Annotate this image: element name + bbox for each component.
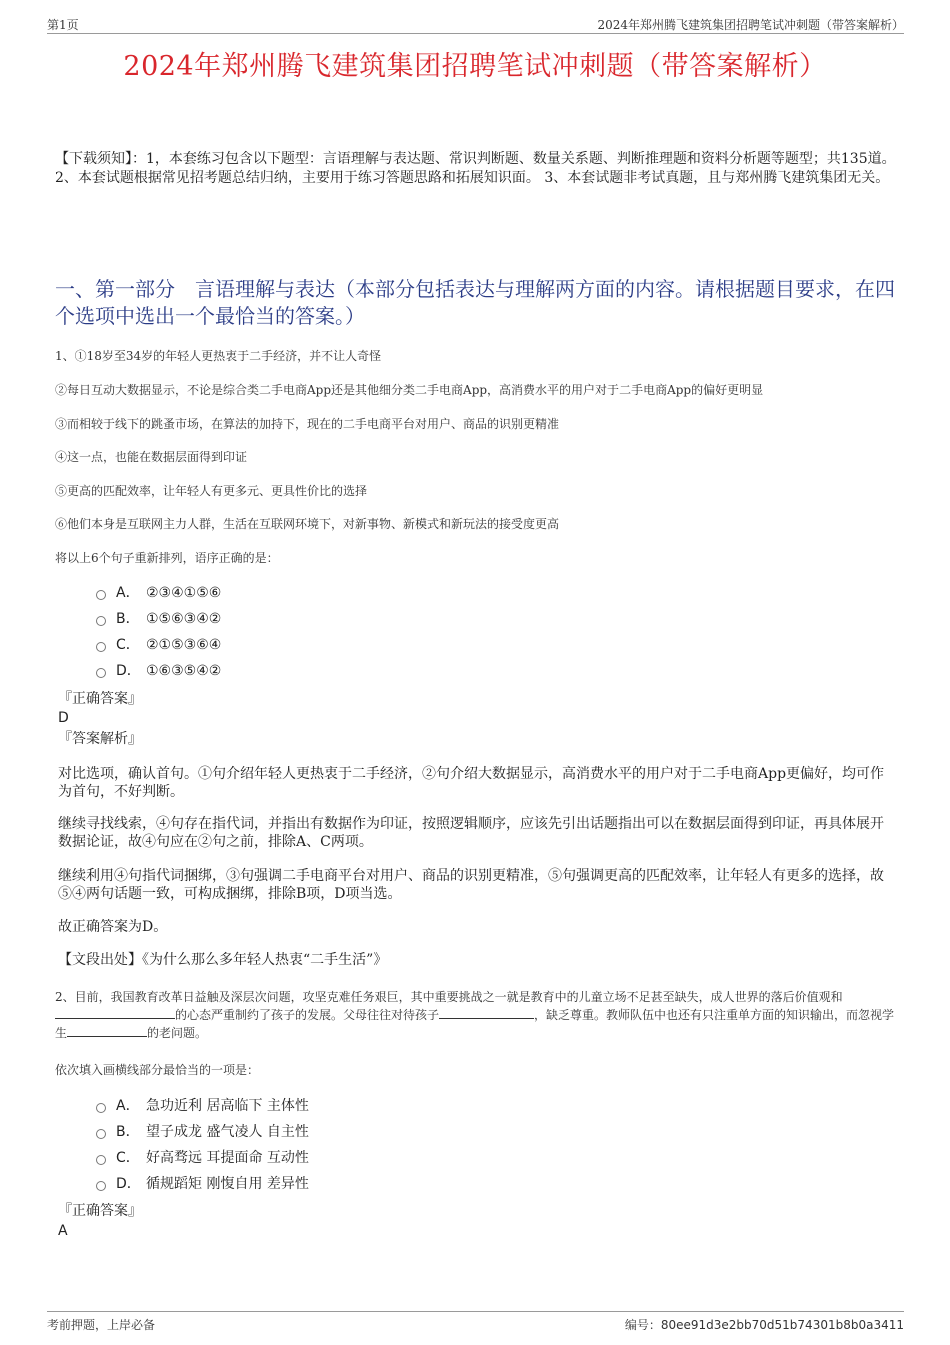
option-letter: D． <box>116 1176 141 1192</box>
radio-button[interactable] <box>96 590 106 600</box>
radio-button[interactable] <box>96 668 106 678</box>
page-footer <box>47 1311 904 1332</box>
q2-stem-a: 2、目前，我国教育改革日益触及深层次问题，攻坚克难任务艰巨，其中重要挑战之一就是教育中的儿童立场不足甚至缺失，成人世界的落后价值观和 <box>55 990 843 1004</box>
option-letter: B． <box>116 1124 140 1140</box>
option-letter: A． <box>116 585 140 601</box>
q2-stem <box>55 988 905 1042</box>
q1-line-3: ③而相较于线下的跳蚤市场，在算法的加持下，现在的二手电商平台对用户、商品的识别更精准 <box>55 417 560 431</box>
download-notice: 【下载须知】：1，本套练习包含以下题型：言语理解与表达题、常识判断题、数量关系题、判断推理题和资料分析题等题型；共135道。 2、本套试题根据常见招考题总结归纳，主要用于练习答题思路和拓展知识面。 3、本套试题非考试真题，且与郑州腾飞建筑集团无关。 <box>55 151 896 186</box>
option-letter: D． <box>116 663 141 679</box>
radio-button[interactable] <box>96 1155 106 1165</box>
page-number: 第1页 <box>47 18 79 32</box>
q1-line-6: ⑥他们本身是互联网主力人群，生活在互联网环境下，对新事物、新模式和新玩法的接受度更高 <box>55 517 560 531</box>
document-title: 2024年郑州腾飞建筑集团招聘笔试冲刺题（带答案解析） <box>123 51 827 82</box>
q1-answer-label: 『正确答案』 <box>58 691 142 707</box>
q1-analysis-1: 对比选项，确认首句。①句介绍年轻人更热衷于二手经济，②句介绍大数据显示，高消费水平的用户对于二手电商App更偏好，均可作为首句，不好判断。 <box>58 766 885 800</box>
q1-option-b[interactable] <box>96 610 221 628</box>
answer-blank-3 <box>67 1024 147 1037</box>
option-letter: A． <box>116 1098 140 1114</box>
q2-stem-c: ，缺乏尊重。教师队伍中也还有只注重单方面的知识输出，而忽视学生 <box>55 1008 895 1040</box>
option-text: ②①⑤③⑥④ <box>146 637 222 653</box>
q1-source: 【文段出处】《为什么那么多年轻人热衷“二手生活”》 <box>58 952 388 968</box>
page-header <box>47 13 904 34</box>
radio-button[interactable] <box>96 616 106 626</box>
q2-option-c[interactable] <box>96 1149 309 1167</box>
option-text: ①⑥③⑤④② <box>146 663 222 679</box>
radio-button[interactable] <box>96 1181 106 1191</box>
q1-analysis-label: 『答案解析』 <box>58 731 142 747</box>
radio-button[interactable] <box>96 1103 106 1113</box>
section-heading: 一、第一部分 言语理解与表达（本部分包括表达与理解两方面的内容。请根据题目要求，在四个选项中选出一个最恰当的答案。） <box>55 277 895 328</box>
q1-line-4: ④这一点，也能在数据层面得到印证 <box>55 450 248 464</box>
q2-option-b[interactable] <box>96 1123 309 1141</box>
footer-slogan: 考前押题，上岸必备 <box>47 1318 156 1332</box>
q1-prompt: 将以上6个句子重新排列，语序正确的是： <box>55 551 279 565</box>
footer-code <box>625 1316 904 1333</box>
radio-button[interactable] <box>96 642 106 652</box>
option-letter: C． <box>116 1150 140 1166</box>
q2-option-a[interactable] <box>96 1097 309 1115</box>
option-letter: C． <box>116 637 140 653</box>
q2-answer: A <box>58 1223 68 1239</box>
option-text: 望子成龙 盛气凌人 自主性 <box>146 1124 309 1140</box>
radio-button[interactable] <box>96 1129 106 1139</box>
q1-line-1: 1、①18岁至34岁的年轻人更热衷于二手经济，并不让人奇怪 <box>55 349 382 363</box>
q2-option-d[interactable] <box>96 1175 309 1193</box>
option-text: 急功近利 居高临下 主体性 <box>146 1098 309 1114</box>
footer-code-value: 80ee91d3e2bb70d51b74301b8b0a3411 <box>660 1318 904 1332</box>
q1-option-d[interactable] <box>96 662 221 680</box>
q1-line-2: ②每日互动大数据显示，不论是综合类二手电商App还是其他细分类二手电商App，高消费水平的用户对于二手电商App的偏好更明显 <box>55 383 764 397</box>
answer-blank-1 <box>55 1006 175 1019</box>
q1-analysis-4: 故正确答案为D。 <box>58 919 168 935</box>
q2-prompt: 依次填入画横线部分最恰当的一项是： <box>55 1063 260 1077</box>
q1-analysis-2: 继续寻找线索，④句存在指代词，并指出有数据作为印证，按照逻辑顺序，应该先引出话题指出可以在数据层面得到印证，再具体展开数据论证，故④句应在②句之前，排除A、C两项。 <box>58 816 884 850</box>
option-letter: B． <box>116 611 140 627</box>
q1-analysis-3: 继续利用④句指代词捆绑，③句强调二手电商平台对用户、商品的识别更精准，⑤句强调更高的匹配效率，让年轻人有更多的选择，故⑤④两句话题一致，可构成捆绑，排除B项，D项当选。 <box>58 868 884 902</box>
q1-answer: D <box>58 710 69 726</box>
q2-stem-d: 的老问题。 <box>147 1026 208 1040</box>
footer-code-label: 编号： <box>624 1318 661 1332</box>
header-doc-title: 2024年郑州腾飞建筑集团招聘笔试冲刺题（带答案解析） <box>597 18 904 32</box>
q2-answer-label: 『正确答案』 <box>58 1203 142 1219</box>
answer-blank-2 <box>439 1006 534 1019</box>
q1-option-c[interactable] <box>96 636 221 654</box>
option-text: ①⑤⑥③④② <box>146 611 222 627</box>
option-text: 好高骛远 耳提面命 互动性 <box>146 1150 309 1166</box>
q1-line-5: ⑤更高的匹配效率，让年轻人有更多元、更具性价比的选择 <box>55 484 368 498</box>
option-text: ②③④①⑤⑥ <box>146 585 222 601</box>
option-text: 循规蹈矩 刚愎自用 差异性 <box>146 1176 309 1192</box>
q1-option-a[interactable] <box>96 584 221 602</box>
q2-stem-b: 的心态严重制约了孩子的发展。父母往往对待孩子 <box>175 1008 440 1022</box>
